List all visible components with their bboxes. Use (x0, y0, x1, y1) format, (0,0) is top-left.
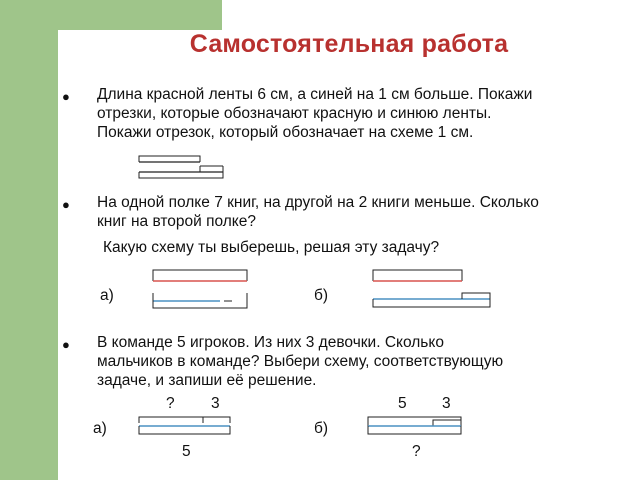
bullet-marker: ● (62, 337, 70, 352)
task-3-line-1: В команде 5 игроков. Из них 3 девочки. Сколько (97, 334, 444, 351)
task-3-option-b-question: ? (412, 443, 421, 460)
task-2-option-b-diagram (370, 267, 495, 311)
blue-ribbon-bracket (139, 172, 223, 178)
task-2-option-b-label: б) (314, 287, 329, 304)
bottom-bracket (139, 426, 230, 434)
task-1-line-3: Покажи отрезок, который обозначает на схеме 1 см. (97, 124, 474, 141)
bullet-marker: ● (62, 89, 70, 104)
task-3-line-3: задаче, и запиши её решение. (97, 372, 317, 389)
task-1-diagram (135, 152, 225, 182)
task-1-line-1: Длина красной ленты 6 см, а синей на 1 см больше. Покажи (97, 86, 533, 103)
bottom-bracket (373, 299, 490, 307)
task-3-option-a-total: 5 (182, 443, 191, 460)
task-3-line-2: мальчиков в команде? Выбери схему, соответствующую (97, 353, 504, 370)
top-bracket-left (139, 417, 203, 423)
slide-title: Самостоятельная работа (189, 30, 509, 58)
top-bracket (153, 270, 247, 281)
red-ribbon-bracket (139, 156, 200, 162)
top-bracket (368, 417, 461, 426)
task-2-option-a-label: а) (100, 287, 114, 304)
task-3-option-a-diagram (136, 412, 234, 438)
task-1-line-2: отрезки, которые обозначают красную и синюю ленты. (97, 105, 492, 122)
decorative-sidebar (0, 0, 58, 480)
bottom-bracket (368, 426, 461, 434)
task-2-line-2: книг на второй полке? (97, 213, 257, 230)
task-3-option-a-question: ? (166, 395, 175, 412)
task-2-line-1: На одной полке 7 книг, на другой на 2 книги меньше. Сколько (97, 194, 539, 211)
task-3-option-b-total: 5 (398, 395, 407, 412)
task-2-line-3: Какую схему ты выберешь, решая эту задачу? (103, 239, 440, 256)
inner-bracket (433, 420, 461, 426)
task-3-option-b-diagram (365, 412, 465, 438)
task-2-option-a-diagram (150, 267, 250, 311)
task-3-option-b-label: б) (314, 420, 329, 437)
task-3-option-b-girls: 3 (442, 395, 451, 412)
top-bracket (373, 270, 462, 281)
top-bracket-right (203, 417, 230, 423)
task-3-option-a-label: а) (93, 420, 107, 437)
extra-bracket (462, 293, 490, 299)
bullet-marker: ● (62, 197, 70, 212)
task-3-option-a-girls: 3 (211, 395, 220, 412)
